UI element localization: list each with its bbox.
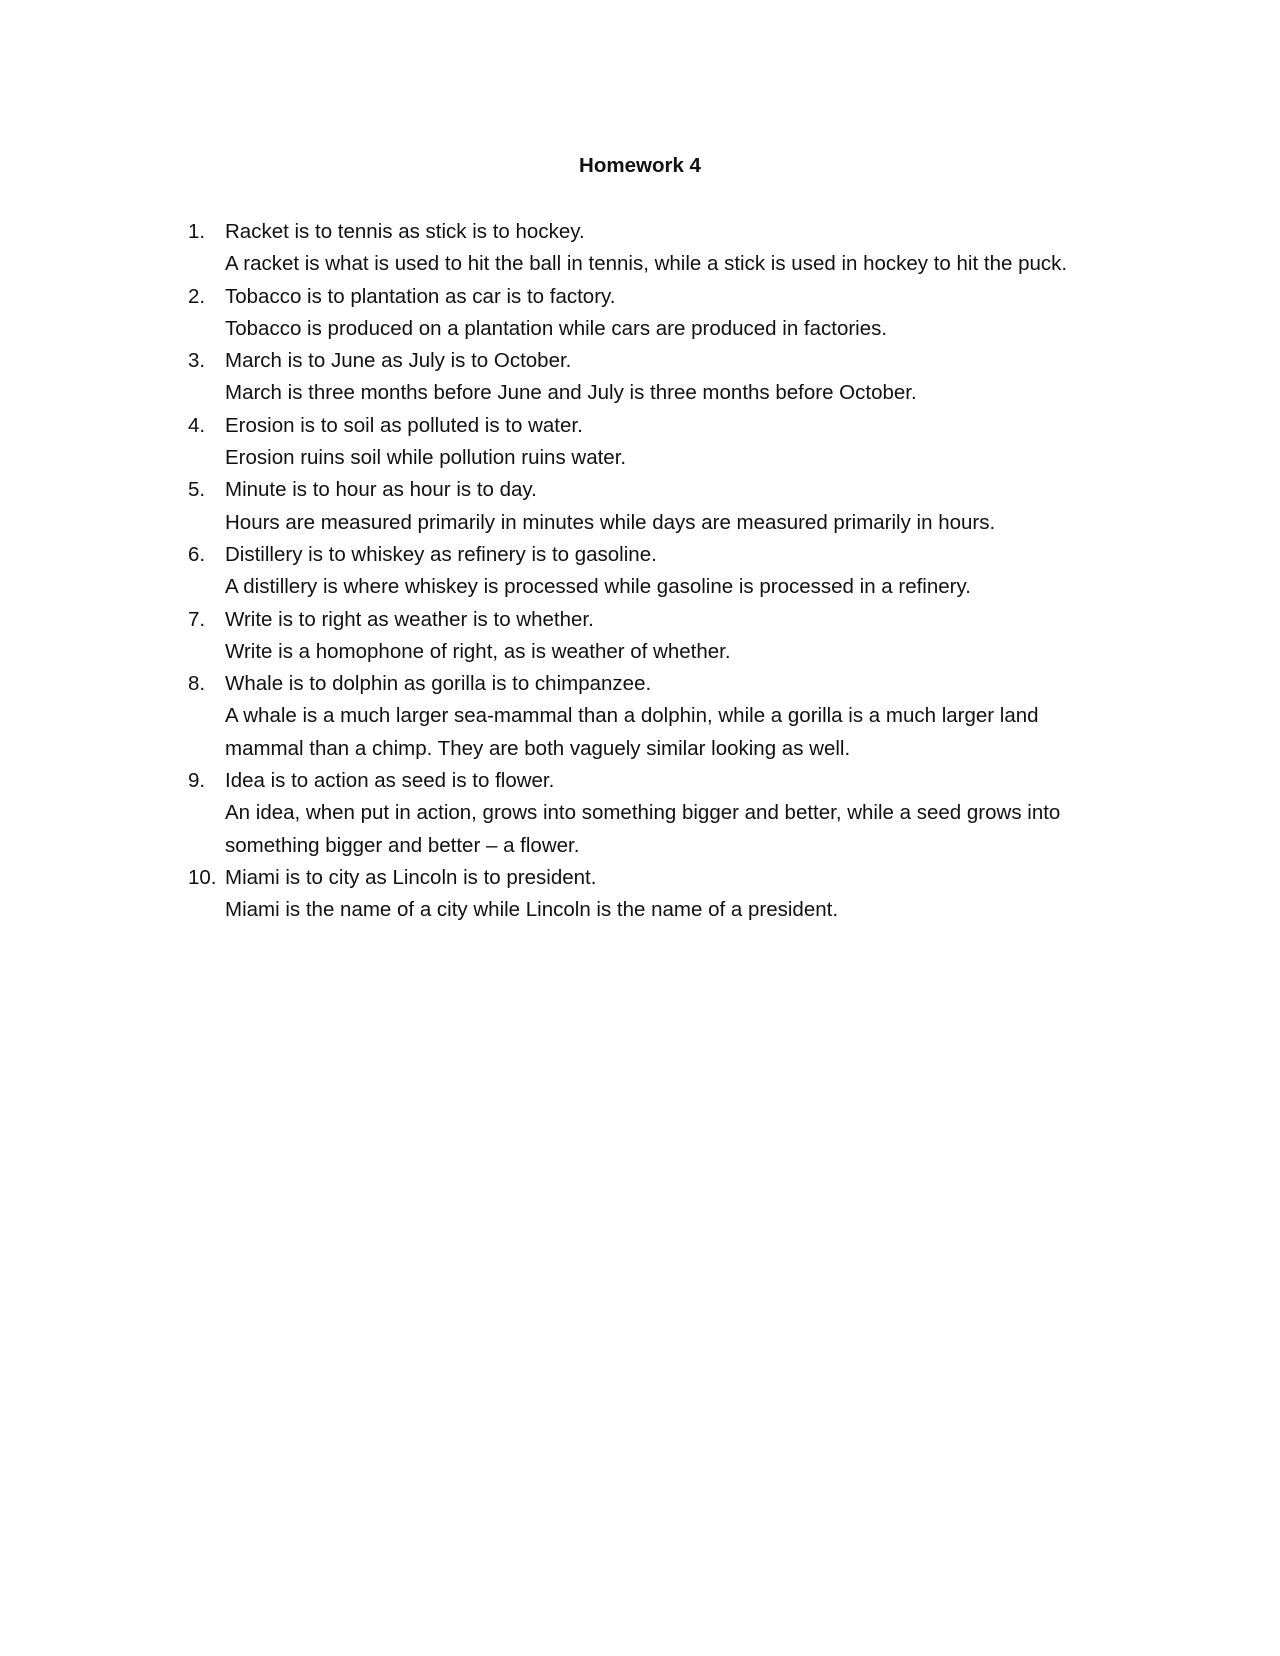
item-number: 1.	[188, 220, 206, 243]
analogy-text: March is to June as July is to October.	[225, 349, 572, 373]
item-content	[225, 345, 1108, 410]
explanation-text: Tobacco is produced on a plantation while cars are produced in factories.	[225, 316, 888, 340]
item-number: 7.	[188, 607, 206, 631]
analogy-text: Distillery is to whiskey as refinery is to gasoline.	[225, 542, 657, 566]
item-content	[225, 539, 1108, 604]
item-content	[225, 410, 1108, 475]
item-content	[225, 862, 1108, 927]
item-content	[225, 765, 1108, 862]
item-content	[225, 216, 1108, 281]
item-number: 5.	[188, 478, 206, 502]
explanation-text: March is three months before June and July is three months before October.	[225, 381, 917, 405]
item-number: 3.	[188, 349, 206, 373]
explanation-text: Miami is the name of a city while Lincoln is the name of a president.	[225, 898, 839, 922]
item-number: 8.	[188, 672, 206, 696]
item-number: 10.	[188, 865, 217, 889]
analogy-text: Miami is to city as Lincoln is to president.	[225, 865, 597, 889]
analogy-text: Idea is to action as seed is to flower.	[225, 769, 555, 793]
list-item	[188, 410, 1108, 475]
item-number: 4.	[188, 413, 206, 437]
item-content	[225, 474, 1108, 539]
item-number: 6.	[188, 542, 206, 566]
analogy-text: Write is to right as weather is to whether.	[225, 607, 594, 631]
analogy-list	[188, 216, 1108, 927]
explanation-text: Erosion ruins soil while pollution ruins water.	[225, 446, 627, 470]
list-item	[188, 216, 1108, 281]
explanation-text: A whale is a much larger sea-mammal than a dolphin, while a gorilla is a much larger land mammal than a chimp. They are both vaguely similar looking as well.	[225, 704, 1039, 760]
list-item	[188, 668, 1108, 765]
item-number: 9.	[188, 769, 206, 793]
analogy-text: Tobacco is to plantation as car is to factory.	[225, 284, 616, 308]
analogy-text: Whale is to dolphin as gorilla is to chimpanzee.	[225, 672, 652, 696]
list-item	[188, 345, 1108, 410]
explanation-text: A racket is what is used to hit the ball in tennis, while a stick is used in hockey to hit the puck.	[225, 252, 1068, 276]
explanation-text: Write is a homophone of right, as is weather of whether.	[225, 639, 731, 663]
list-item	[188, 862, 1108, 927]
list-item	[188, 281, 1108, 346]
item-content	[225, 604, 1108, 669]
document-title: Homework 4	[579, 154, 701, 177]
explanation-text: A distillery is where whiskey is processed while gasoline is processed in a refinery.	[225, 575, 971, 599]
explanation-text: An idea, when put in action, grows into something bigger and better, while a seed grows into something bigger and better – a flower.	[225, 801, 1061, 857]
item-content	[225, 668, 1108, 765]
item-number: 2.	[188, 284, 206, 308]
list-item	[188, 539, 1108, 604]
list-item	[188, 765, 1108, 862]
explanation-text: Hours are measured primarily in minutes while days are measured primarily in hours.	[225, 510, 996, 534]
analogy-text: Racket is to tennis as stick is to hockey.	[225, 220, 585, 243]
list-item	[188, 474, 1108, 539]
analogy-text: Minute is to hour as hour is to day.	[225, 478, 537, 502]
list-item	[188, 604, 1108, 669]
item-content	[225, 281, 1108, 346]
analogy-text: Erosion is to soil as polluted is to water.	[225, 413, 583, 437]
